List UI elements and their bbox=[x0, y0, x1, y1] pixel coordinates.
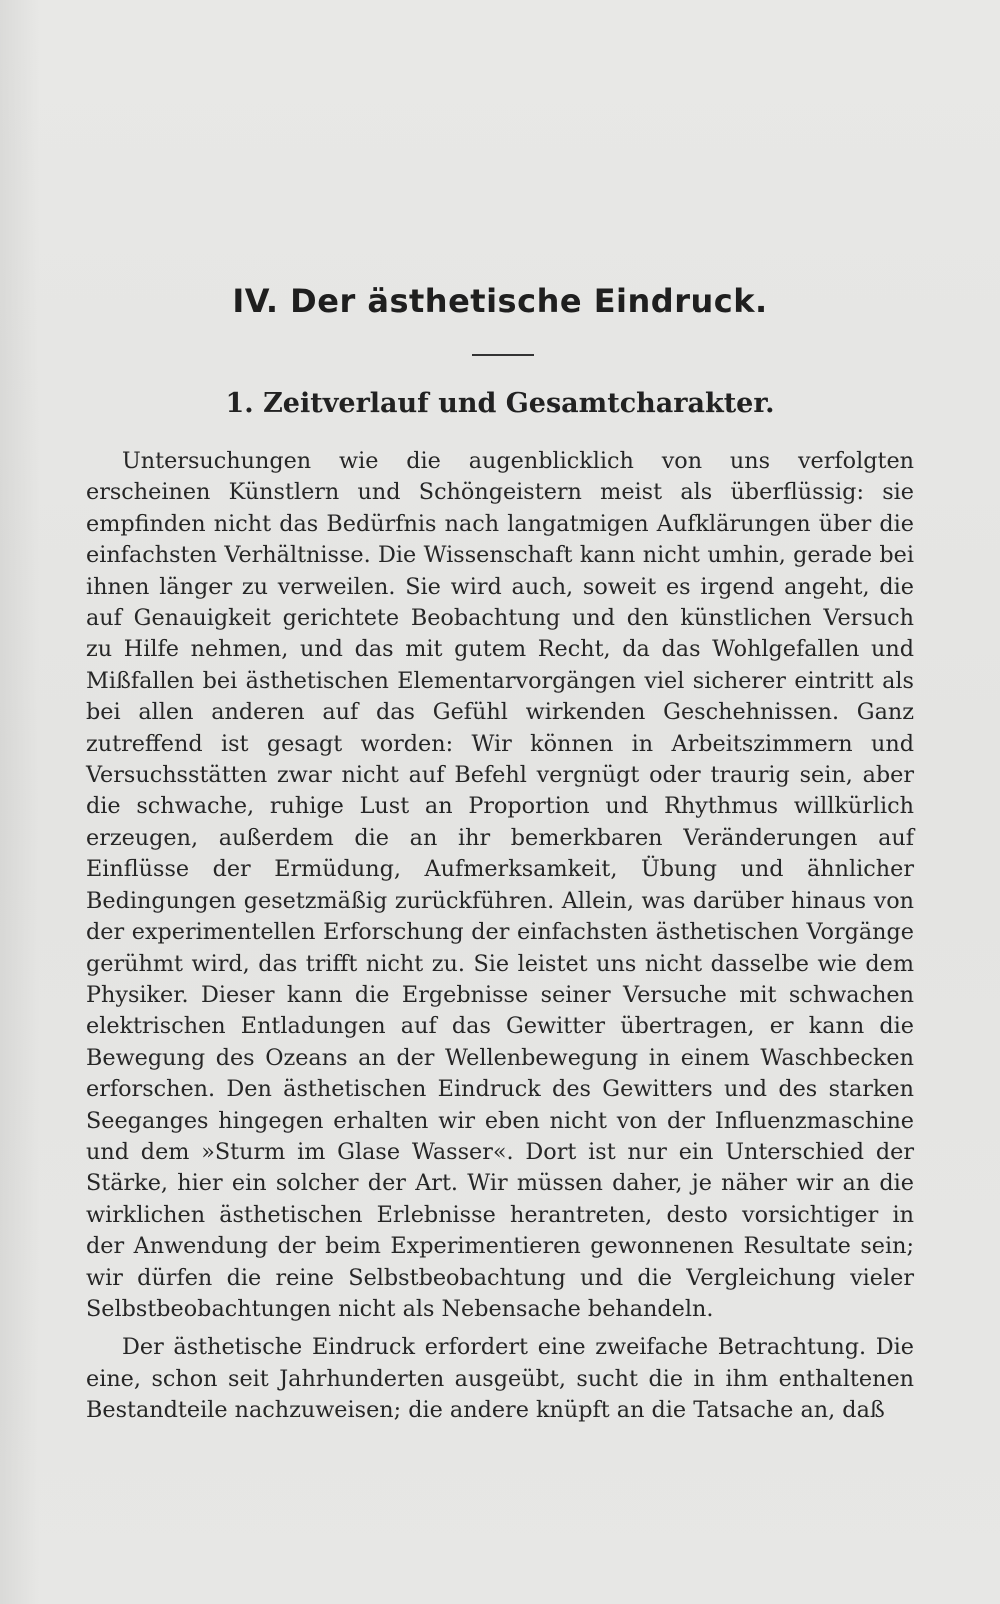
paragraph: Untersuchungen wie die augenblicklich von uns verfolgten erscheinen Künstlern und Schöngeistern meist als überflüssig: sie empfinden nicht das Bedürfnis nach langatmigen Aufklärungen über die einfachsten Verhältnisse. Die Wissenschaft kann nicht umhin, gerade bei ihnen länger zu verweilen. Sie wird auch, soweit es irgend angeht, die auf Genauigkeit gerichtete Beobachtung und den künstlichen Versuch zu Hilfe nehmen, und das mit gutem Recht, da das Wohlgefallen und Mißfallen bei ästhetischen Elementarvorgängen viel sicherer eintritt als bei allen anderen auf das Gefühl wirkenden Geschehnissen. Ganz zutreffend ist gesagt worden: Wir können in Arbeitszimmern und Versuchsstätten zwar nicht auf Befehl vergnügt oder traurig sein, aber die schwache, ruhige Lust an Proportion und Rhythmus willkürlich erzeugen, außerdem die an ihr bemerkbaren Veränderungen auf Einflüsse der Ermüdung, Aufmerksamkeit, Übung und ähnlicher Bedingungen gesetzmäßig zurückführen. Allein, was darüber hinaus von der experimentellen Erforschung der einfachsten ästhetischen Vorgänge gerühmt wird, das trifft nicht zu. Sie leistet uns nicht dasselbe wie dem Physiker. Dieser kann die Ergebnisse seiner Versuche mit schwachen elektrischen Entladungen auf das Gewitter übertragen, er kann die Bewegung des Ozeans an der Wellenbewegung in einem Waschbecken erforschen. Den ästhetischen Eindruck des Gewitters und des starken Seeganges hingegen erhalten wir eben nicht von der Influenzmaschine und dem »Sturm im Glase Wasser«. Dort ist nur ein Unterschied der Stärke, hier ein solcher der Art. Wir müssen daher, je näher wir an die wirklichen ästhetischen Erlebnisse herantreten, desto vorsichtiger in der Anwendung der beim Experimentieren gewonnenen Resultate sein; wir dürfen die reine Selbstbeobachtung und die Vergleichung vieler Selbstbeobachtungen nicht als Nebensache behandeln. bbox=[86, 448, 914, 1322]
body-text bbox=[86, 446, 914, 1427]
paragraph: Der ästhetische Eindruck erfordert eine zweifache Betrachtung. Die eine, schon seit Jahrhunderten ausgeübt, sucht die in ihm enthaltenen Bestandteile nachzuweisen; die andere knüpft an die Tatsache an, daß bbox=[86, 1334, 914, 1424]
section-title: 1. Zeitverlauf und Gesamtcharakter. bbox=[225, 388, 775, 419]
title-divider bbox=[472, 354, 534, 356]
chapter-title: IV. Der ästhetische Eindruck. bbox=[232, 282, 768, 320]
